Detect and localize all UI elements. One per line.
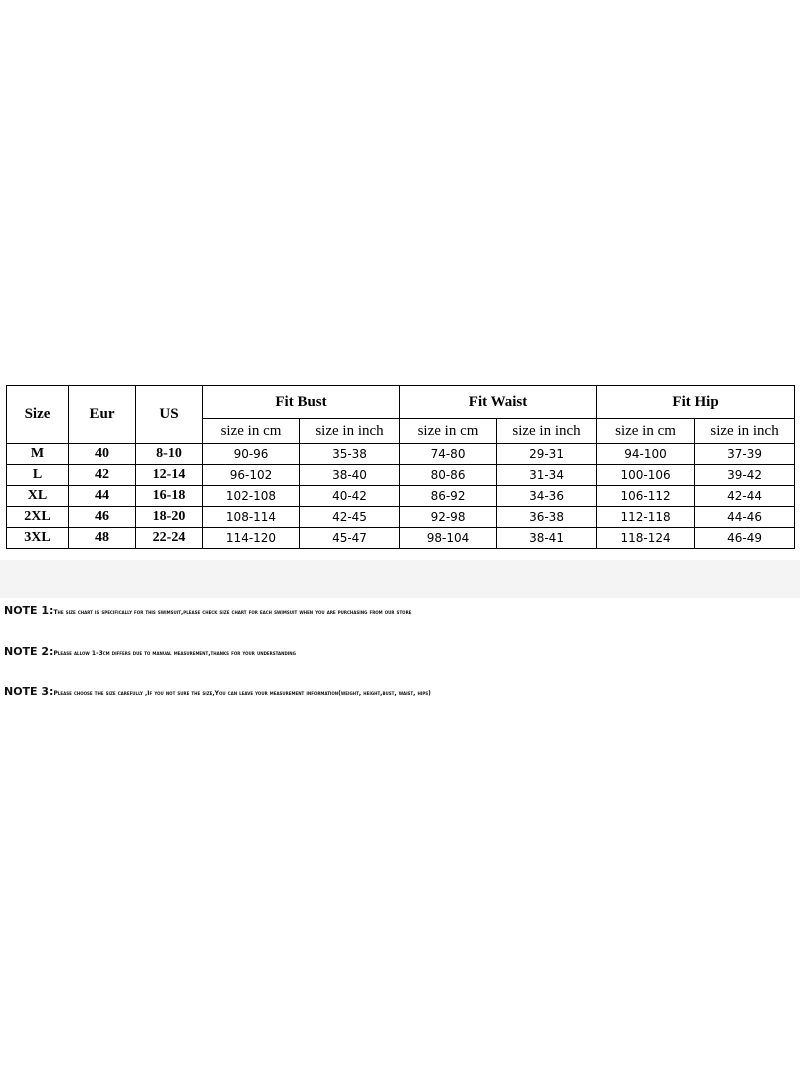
cell-hip-inch: 46-49 — [695, 528, 795, 549]
header-bust-cm: size in cm — [203, 419, 300, 444]
header-fit-waist: Fit Waist — [400, 386, 597, 419]
cell-bust-cm: 96-102 — [203, 465, 300, 486]
cell-bust-cm: 114-120 — [203, 528, 300, 549]
note-2-text: Please allow 1-3cm differs due to manual measurement,thanks for your understanding — [53, 650, 296, 657]
note-1-text: The size chart is specifically for this swimsuit,please check size chart for each swimsuit when you are purchasing from our store — [53, 609, 412, 616]
cell-hip-cm: 94-100 — [597, 444, 695, 465]
cell-waist-cm: 98-104 — [400, 528, 497, 549]
cell-waist-cm: 80-86 — [400, 465, 497, 486]
cell-hip-cm: 106-112 — [597, 486, 695, 507]
cell-waist-cm: 86-92 — [400, 486, 497, 507]
cell-waist-inch: 34-36 — [497, 486, 597, 507]
header-fit-hip: Fit Hip — [597, 386, 795, 419]
cell-hip-cm: 112-118 — [597, 507, 695, 528]
note-3-label: NOTE 3: — [4, 685, 54, 698]
cell-waist-inch: 31-34 — [497, 465, 597, 486]
cell-us: 8-10 — [136, 444, 203, 465]
header-hip-cm: size in cm — [597, 419, 695, 444]
cell-hip-cm: 118-124 — [597, 528, 695, 549]
cell-waist-inch: 29-31 — [497, 444, 597, 465]
table-row — [7, 444, 795, 465]
cell-size: XL — [7, 486, 69, 507]
header-fit-bust: Fit Bust — [203, 386, 400, 419]
header-us: US — [136, 386, 203, 444]
header-waist-inch: size in inch — [497, 419, 597, 444]
cell-eur: 46 — [69, 507, 136, 528]
cell-bust-cm: 102-108 — [203, 486, 300, 507]
header-size: Size — [7, 386, 69, 444]
cell-bust-inch: 38-40 — [300, 465, 400, 486]
cell-size: M — [7, 444, 69, 465]
header-hip-inch: size in inch — [695, 419, 795, 444]
cell-eur: 44 — [69, 486, 136, 507]
cell-size: 3XL — [7, 528, 69, 549]
cell-size: 2XL — [7, 507, 69, 528]
cell-bust-cm: 90-96 — [203, 444, 300, 465]
cell-eur: 40 — [69, 444, 136, 465]
cell-hip-inch: 44-46 — [695, 507, 795, 528]
cell-bust-cm: 108-114 — [203, 507, 300, 528]
divider-band — [0, 560, 800, 598]
cell-waist-cm: 74-80 — [400, 444, 497, 465]
note-1-label: NOTE 1: — [4, 604, 54, 617]
table-row — [7, 486, 795, 507]
cell-eur: 42 — [69, 465, 136, 486]
cell-waist-inch: 38-41 — [497, 528, 597, 549]
size-chart-table — [6, 385, 795, 549]
cell-hip-inch: 39-42 — [695, 465, 795, 486]
header-eur: Eur — [69, 386, 136, 444]
table-row — [7, 528, 795, 549]
cell-hip-inch: 42-44 — [695, 486, 795, 507]
cell-size: L — [7, 465, 69, 486]
cell-bust-inch: 45-47 — [300, 528, 400, 549]
table-body — [7, 444, 795, 549]
note-2-label: NOTE 2: — [4, 645, 54, 658]
header-bust-inch: size in inch — [300, 419, 400, 444]
cell-bust-inch: 42-45 — [300, 507, 400, 528]
cell-us: 18-20 — [136, 507, 203, 528]
table-row — [7, 465, 795, 486]
cell-us: 22-24 — [136, 528, 203, 549]
cell-hip-cm: 100-106 — [597, 465, 695, 486]
note-3 — [4, 685, 800, 698]
cell-us: 12-14 — [136, 465, 203, 486]
cell-waist-inch: 36-38 — [497, 507, 597, 528]
header-waist-cm: size in cm — [400, 419, 497, 444]
cell-hip-inch: 37-39 — [695, 444, 795, 465]
note-2 — [4, 645, 800, 658]
cell-bust-inch: 40-42 — [300, 486, 400, 507]
cell-us: 16-18 — [136, 486, 203, 507]
cell-bust-inch: 35-38 — [300, 444, 400, 465]
table-row — [7, 507, 795, 528]
cell-waist-cm: 92-98 — [400, 507, 497, 528]
cell-eur: 48 — [69, 528, 136, 549]
note-3-text: Please choose the size carefully ,If you not sure the size,You can leave your measurement information(weight, height,bust, waist, hips) — [53, 690, 431, 697]
note-1 — [4, 604, 800, 617]
header-row-groups — [7, 386, 795, 419]
